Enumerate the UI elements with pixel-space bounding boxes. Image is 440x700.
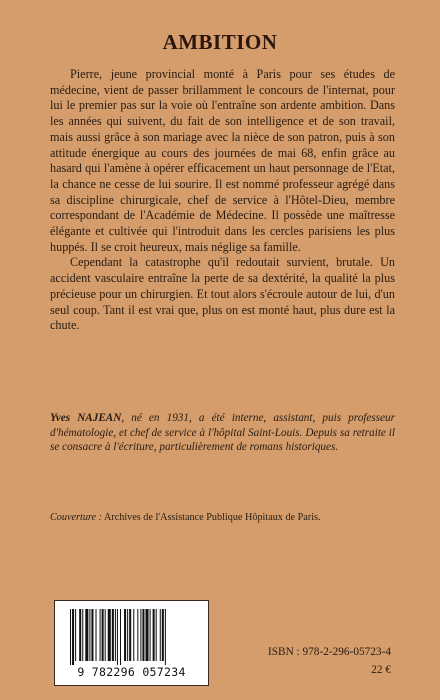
synopsis-paragraph: Pierre, jeune provincial monté à Paris pour ses études de médecine, vient de passer brillamment le concours de l'internat, pour lui le premier pas sur la voie où l'entraîne son ardente ambition. Dans les années qui suivent, du fait de son intelligence et de son travail, mais aussi grâce à son mariage avec la nièce de son patron, puis à son attitude énergique au cours des journées de mai 68, enfin grâce au hasard qui l'amène à opérer efficacement un haut personnage de l'Etat, la chance ne cesse de lui sourire. Il est nommé professeur agrégé dans sa discipline chirurgicale, chef de service à l'Hôtel-Dieu, membre correspondant de l'Académie de Médecine. Il possède une maîtresse élégante et cultivée qui l'introduit dans les cercles parisiens les plus huppés. Il se croit heureux, mais néglige sa famille. [50,67,395,254]
barcode-bar [145,609,148,661]
barcode-bar [150,609,151,661]
cover-credit [50,511,395,524]
barcode-bar [82,609,83,661]
barcode-bar [124,609,126,661]
barcode-bar [91,609,93,661]
author-bio [50,411,395,455]
barcode [54,600,209,686]
barcode-bar [165,609,166,665]
barcode-bar [129,609,131,661]
barcode-bar [96,609,97,661]
price-text: 22 € [371,664,391,676]
barcode-bar [112,609,114,661]
cover-credit-label: Couverture : [50,512,102,523]
isbn-text: ISBN : 978-2-296-05723-4 [267,646,391,658]
barcode-bar [79,609,81,661]
barcode-bar [85,609,88,661]
barcode-bar [120,609,121,665]
synopsis-paragraph: Cependant la catastrophe qu'il redoutait survient, brutale. Un accident vasculaire entraîne la perte de sa dextérité, la qualité la plus précieuse pour un chirurgien. Et tout alors s'écroule autour de lui, d'un seul coup. Tant il est vrai que, plus on est monté haut, plus dure est la chute. [50,255,395,333]
barcode-bar [142,609,144,661]
barcode-bar [108,609,111,661]
author-bio-text: , né en 1931, a été interne, assistant, puis professeur d'hématologie, et chef de service à l'hôpital Saint-Louis. Depuis sa retraite il se consacre à l'écriture, particulièrement de romans historiques. [50,412,395,453]
barcode-bar [72,609,74,665]
barcode-bar [162,609,164,661]
barcode-bar [75,609,76,661]
barcode-number: 9 782296 057234 [77,665,186,679]
barcode-bar [89,609,90,661]
barcode-bars [68,609,195,665]
barcode-bar [117,609,118,665]
barcode-bar [137,609,138,661]
barcode-bar [153,609,155,661]
barcode-bar [115,609,116,661]
barcode-bar [133,609,134,661]
synopsis-text [50,67,395,334]
barcode-bar [127,609,128,661]
barcode-bar [70,609,71,665]
barcode-bar [102,609,104,661]
book-title: AMBITION [162,30,278,54]
author-name: Yves NAJEAN [50,412,122,424]
barcode-bar [105,609,106,661]
cover-credit-text: Archives de l'Assistance Publique Hôpitaux de Paris. [101,512,321,523]
barcode-bar [160,609,161,661]
barcode-bar [100,609,101,661]
barcode-bar [156,609,157,661]
barcode-bar [140,609,141,661]
